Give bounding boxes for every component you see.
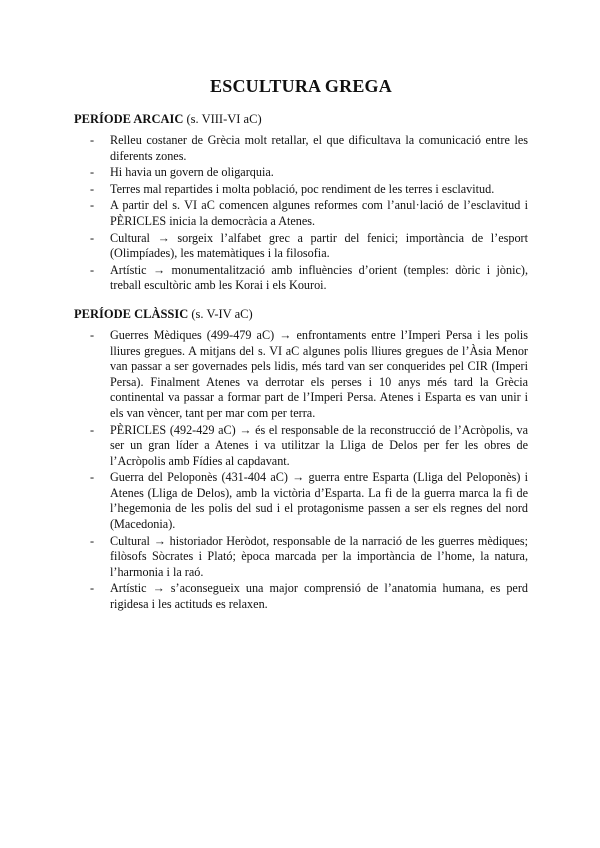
dash-bullet-icon: - <box>90 133 95 147</box>
section-heading-name: PERÍODE ARCAIC <box>74 112 184 126</box>
section-heading <box>74 306 528 322</box>
section-archaic <box>74 111 528 294</box>
dash-bullet-icon: - <box>90 581 95 596</box>
list-item <box>74 263 528 294</box>
dash-bullet-icon: - <box>90 533 95 548</box>
list-item-text: Artístic → s’aconsegueix una major comprensió de l’anatomia humana, es perd rigidesa i les actituds es relaxen. <box>110 581 528 612</box>
list-item-text: A partir del s. VI aC comencen algunes reformes com l’anul·lació de l’esclavitud i PÈRICLES inicia la democràcia a Atenes. <box>110 198 528 228</box>
list-item <box>74 133 528 164</box>
list-item-text: Cultural → sorgeix l’alfabet grec a partir del fenici; importància de l’esport (Olimpíades), les matemàtiques i la filosofia. <box>110 230 528 261</box>
list-item-text: Artístic → monumentalització amb influències d’orient (temples: dòric i jònic), treball escultòric amb les Korai i els Kouroi. <box>110 262 528 293</box>
list-item <box>74 328 528 422</box>
list-item <box>74 182 528 198</box>
dash-bullet-icon: - <box>90 181 95 196</box>
dash-bullet-icon: - <box>90 262 95 277</box>
list-item-text: Cultural → historiador Heròdot, responsable de la narració de les guerres mèdiques; filòsofs Sòcrates i Plató; època marcada per la importància de l’home, la natura, l’harmonia i la raó. <box>110 533 528 579</box>
list-item <box>74 581 528 612</box>
section-classical <box>74 306 528 613</box>
list-item <box>74 470 528 532</box>
list-item <box>74 165 528 181</box>
list-item <box>74 198 528 229</box>
dash-bullet-icon: - <box>90 230 95 245</box>
list-item-text: Relleu costaner de Grècia molt retallar, el que dificultava la comunicació entre les diferents zones. <box>110 133 528 163</box>
list-item-text: Terres mal repartides i molta població, poc rendiment de les terres i esclavitud. <box>110 181 495 196</box>
section-heading-period: (s. V-IV aC) <box>191 306 253 321</box>
document-title: ESCULTURA GREGA <box>210 76 392 96</box>
dash-bullet-icon: - <box>90 165 95 180</box>
section-heading-period: (s. VIII-VI aC) <box>186 112 262 126</box>
section-heading-name: PERÍODE CLÀSSIC <box>74 306 189 321</box>
list-item <box>74 423 528 470</box>
list-item <box>74 231 528 262</box>
list-item <box>74 534 528 581</box>
dash-bullet-icon: - <box>90 422 95 437</box>
list-item-text: Guerra del Peloponès (431-404 aC) → guerra entre Esparta (Lliga del Peloponès) i Atenes (Lliga de Delos), amb la victòria d’Esparta. La fi de la guerra marca la fi de l’hegemonia de les polis del sud i el protagonisme passen a ser els regnes del nord (Macedonia). <box>110 470 528 532</box>
section-heading <box>74 111 528 127</box>
bullet-list <box>74 133 528 294</box>
list-item-text: Guerres Mèdiques (499-479 aC) → enfrontaments entre l’Imperi Persa i les polis lliures gregues. A mitjans del s. VI aC algunes polis lliures gregues de l’Àsia Menor van passar a ser governades pels lidis, més tard van ser conquerides pel CIR (Imperi Persa). Finalment Atenes va derrotar els perses i 10 anys més tard la Grècia continental va passar a formar part de l’Imperi Persa. Atenes i Esparta es van unir i els van vèncer, tant per mar com per terra. <box>110 327 528 420</box>
dash-bullet-icon: - <box>90 327 95 342</box>
dash-bullet-icon: - <box>90 470 95 485</box>
list-item-text: PÈRICLES (492-429 aC) → és el responsable de la reconstrucció de l’Acròpolis, va ser un gran líder a Atenes i va utilitzar la Lliga de Delos per fer les obres de l’Acròpolis amb Fídies al capdavant. <box>110 422 528 468</box>
dash-bullet-icon: - <box>90 198 95 213</box>
list-item-text: Hi havia un govern de oligarquia. <box>110 165 274 180</box>
bullet-list <box>74 328 528 613</box>
